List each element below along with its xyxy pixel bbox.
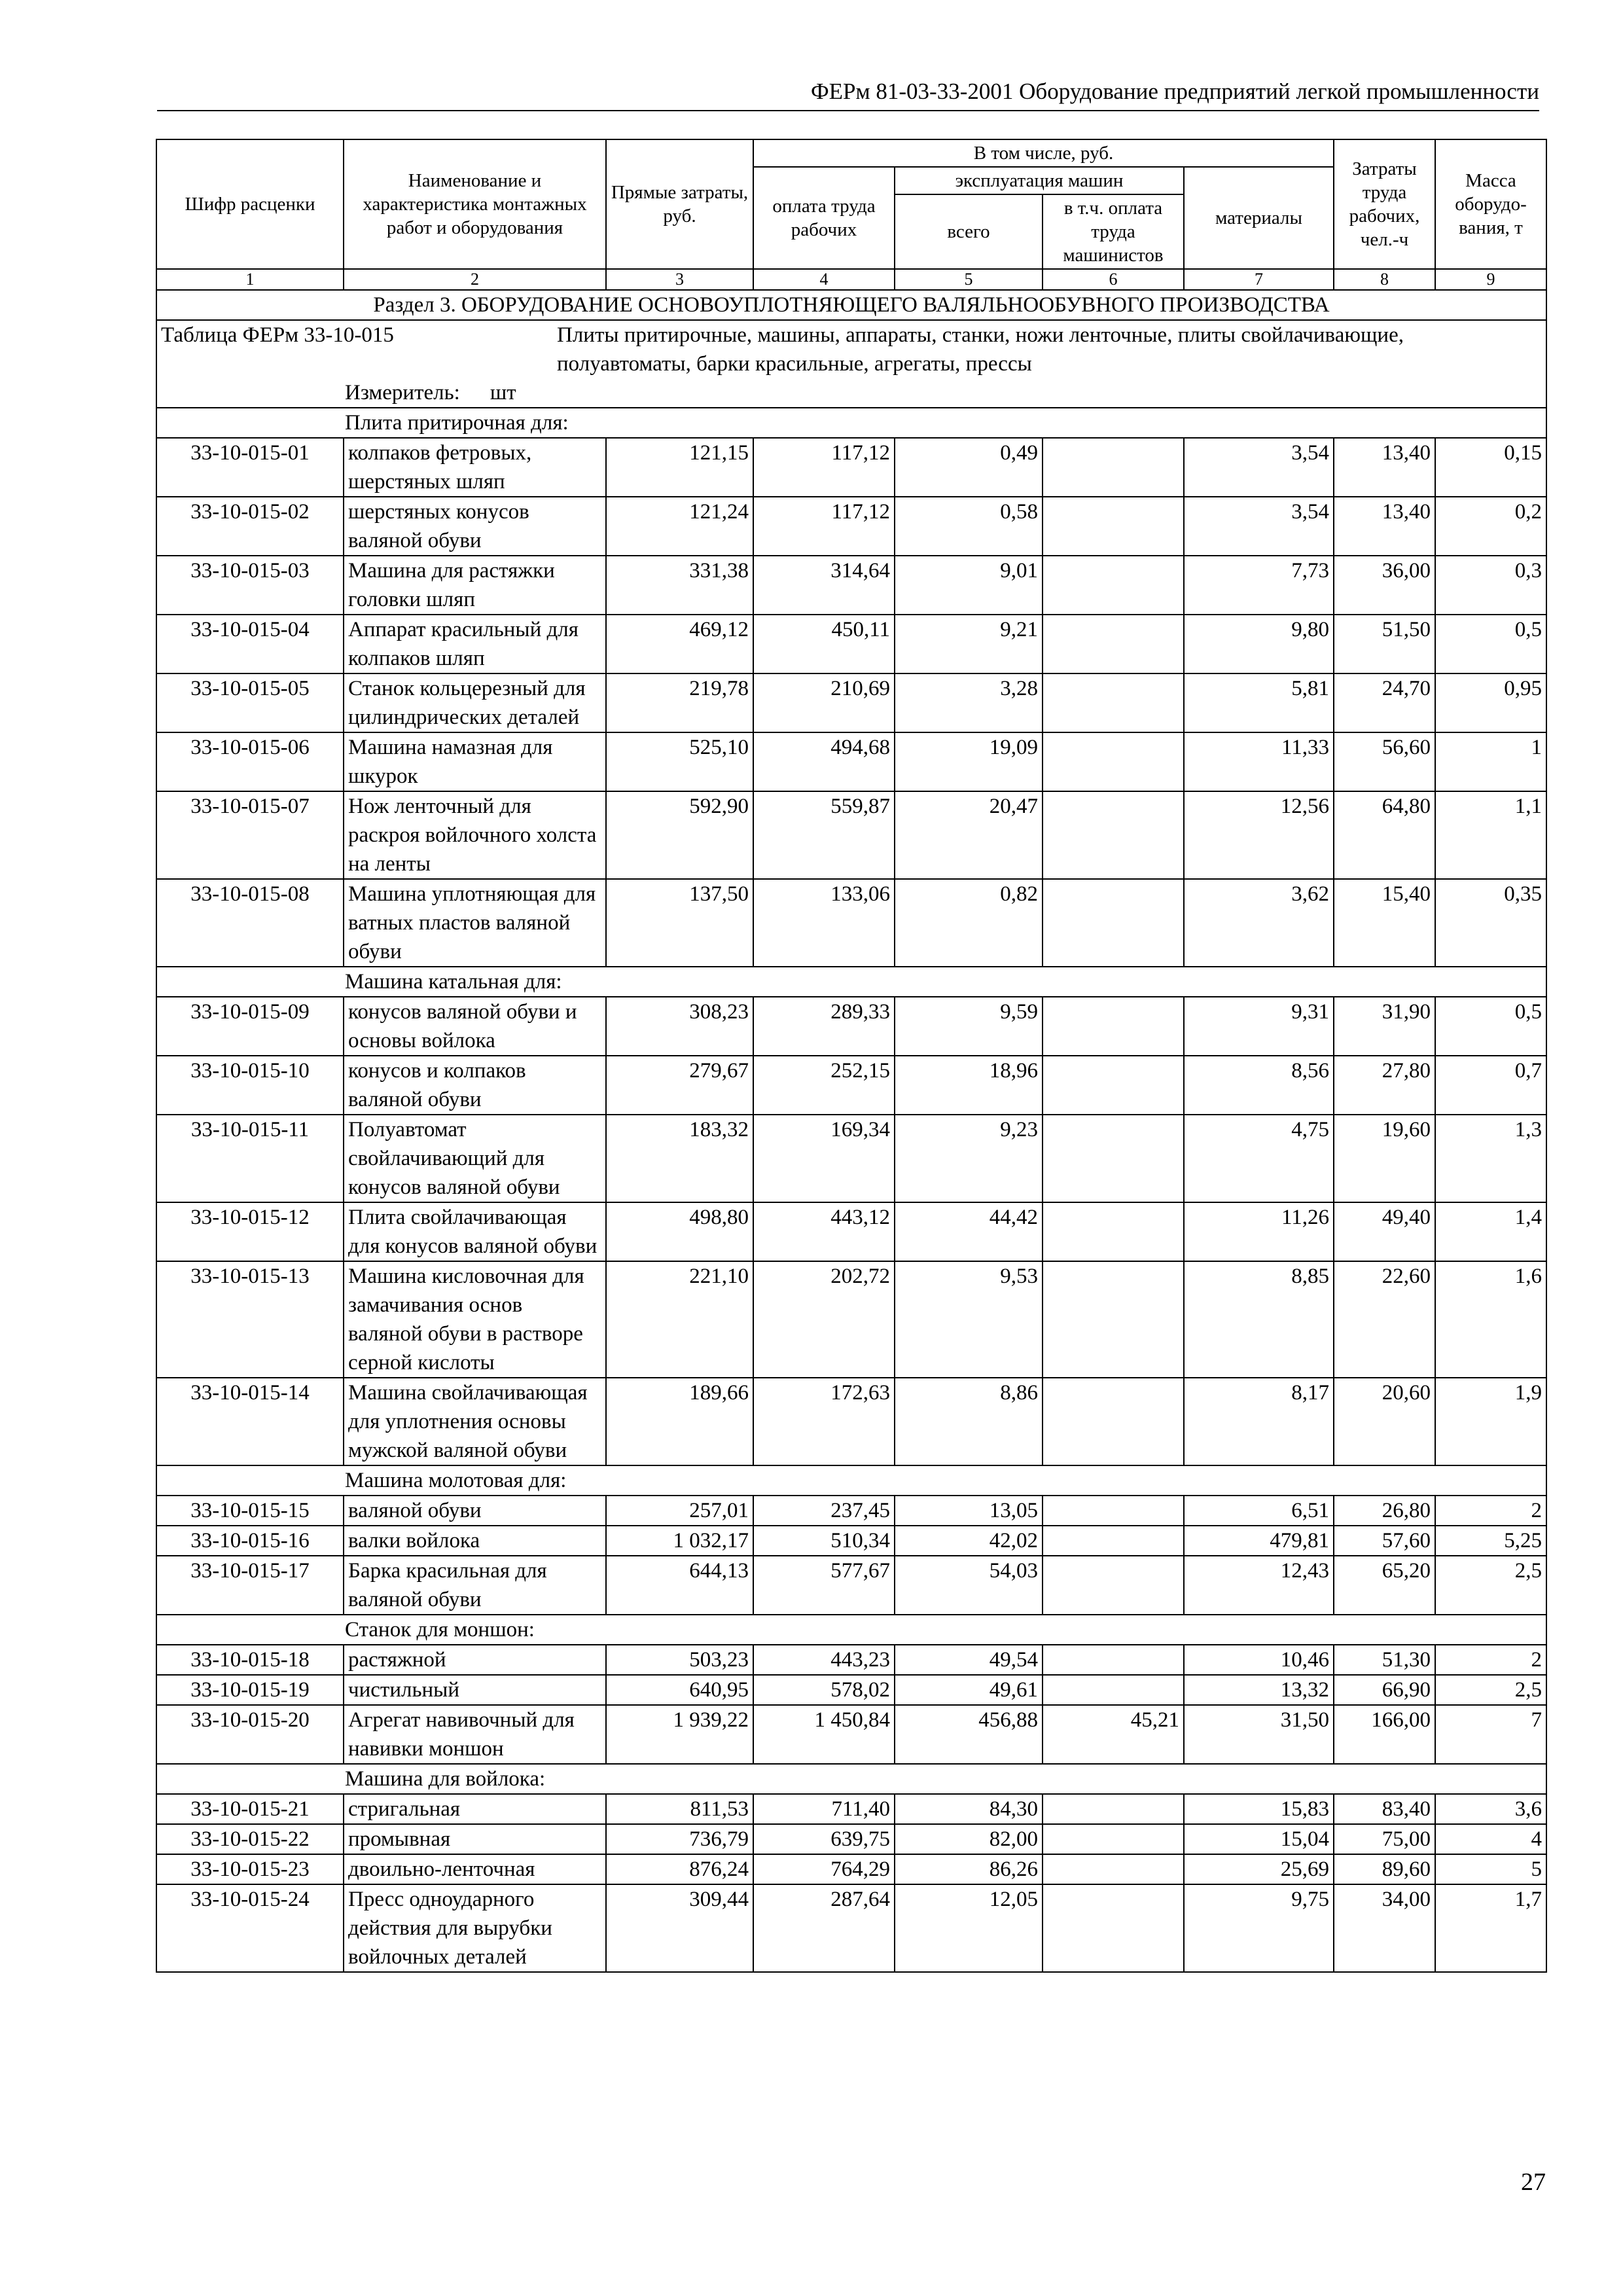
cell-direct: 592,90 — [606, 791, 753, 879]
cell-mass: 1 — [1435, 732, 1546, 791]
cell-hours: 49,40 — [1334, 1202, 1435, 1261]
cell-machinists — [1043, 438, 1184, 497]
rate-code: 33-10-015-12 — [156, 1202, 344, 1261]
work-name: двоильно-ленточная — [344, 1854, 606, 1884]
cell-machines: 54,03 — [895, 1556, 1043, 1615]
cell-machinists — [1043, 1884, 1184, 1972]
cell-machinists — [1043, 997, 1184, 1056]
cell-direct: 137,50 — [606, 879, 753, 967]
work-name: Полуавтомат свойлачивающий для конусов валяной обуви — [344, 1115, 606, 1202]
cell-labor: 289,33 — [753, 997, 895, 1056]
cell-direct: 331,38 — [606, 556, 753, 615]
cell-hours: 36,00 — [1334, 556, 1435, 615]
work-name: конусов валяной обуви и основы войлока — [344, 997, 606, 1056]
table-row — [156, 1202, 1546, 1261]
cell-direct: 876,24 — [606, 1854, 753, 1884]
cell-direct: 640,95 — [606, 1675, 753, 1705]
cell-machinists — [1043, 1202, 1184, 1261]
table-row — [156, 1261, 1546, 1378]
cell-materials: 12,56 — [1184, 791, 1334, 879]
col-header-mass: Масса оборудо-вания, т — [1435, 139, 1546, 269]
cell-machinists — [1043, 732, 1184, 791]
rate-code: 33-10-015-06 — [156, 732, 344, 791]
work-name: чистильный — [344, 1675, 606, 1705]
cell-mass: 1,4 — [1435, 1202, 1546, 1261]
cell-hours: 166,00 — [1334, 1705, 1435, 1764]
cell-hours: 51,50 — [1334, 615, 1435, 673]
cell-direct: 309,44 — [606, 1884, 753, 1972]
table-row — [156, 497, 1546, 556]
cell-machines: 9,59 — [895, 997, 1043, 1056]
col-header-materials: материалы — [1184, 167, 1334, 269]
cell-mass: 0,95 — [1435, 673, 1546, 732]
cell-materials: 7,73 — [1184, 556, 1334, 615]
cell-mass: 1,7 — [1435, 1884, 1546, 1972]
section-row — [156, 290, 1546, 320]
cell-mass: 0,15 — [1435, 438, 1546, 497]
table-row — [156, 556, 1546, 615]
cell-materials: 11,33 — [1184, 732, 1334, 791]
table-row — [156, 997, 1546, 1056]
cell-materials: 31,50 — [1184, 1705, 1334, 1764]
col-number: 1 — [156, 269, 344, 290]
cell-mass: 0,7 — [1435, 1056, 1546, 1115]
group-row — [156, 1465, 1546, 1496]
table-row — [156, 1378, 1546, 1465]
col-number: 5 — [895, 269, 1043, 290]
cell-hours: 26,80 — [1334, 1496, 1435, 1526]
rate-code: 33-10-015-15 — [156, 1496, 344, 1526]
cell-materials: 11,26 — [1184, 1202, 1334, 1261]
table-row — [156, 1526, 1546, 1556]
cell-machines: 3,28 — [895, 673, 1043, 732]
table-id: Таблица ФЕРм 33-10-015 — [161, 323, 394, 347]
table-title — [156, 320, 1546, 378]
rate-code: 33-10-015-03 — [156, 556, 344, 615]
group-cell — [156, 408, 1546, 438]
work-name: растяжной — [344, 1645, 606, 1675]
rate-code: 33-10-015-09 — [156, 997, 344, 1056]
cell-direct: 736,79 — [606, 1824, 753, 1854]
cell-machines: 82,00 — [895, 1824, 1043, 1854]
measure-cell — [156, 378, 1546, 408]
table-row — [156, 1854, 1546, 1884]
cell-mass: 0,35 — [1435, 879, 1546, 967]
cell-direct: 498,80 — [606, 1202, 753, 1261]
cell-labor: 577,67 — [753, 1556, 895, 1615]
col-header-incl: В том числе, руб. — [753, 139, 1334, 167]
cell-machinists — [1043, 791, 1184, 879]
cell-materials: 9,75 — [1184, 1884, 1334, 1972]
section-title: Раздел 3. ОБОРУДОВАНИЕ ОСНОВОУПЛОТНЯЮЩЕГО ВАЛЯЛЬНООБУВНОГО ПРОИЗВОДСТВА — [156, 290, 1546, 320]
cell-machinists: 45,21 — [1043, 1705, 1184, 1764]
cell-labor: 764,29 — [753, 1854, 895, 1884]
col-number: 9 — [1435, 269, 1546, 290]
table-row — [156, 791, 1546, 879]
table-row — [156, 732, 1546, 791]
col-header-machines: эксплуатация машин — [895, 167, 1184, 194]
table-row — [156, 673, 1546, 732]
col-header-direct: Прямые затраты, руб. — [606, 139, 753, 269]
table-row — [156, 1705, 1546, 1764]
rates-table — [156, 139, 1547, 1973]
cell-direct: 1 939,22 — [606, 1705, 753, 1764]
cell-machines: 49,61 — [895, 1675, 1043, 1705]
rate-code: 33-10-015-08 — [156, 879, 344, 967]
cell-mass: 2 — [1435, 1496, 1546, 1526]
page-number: 27 — [1521, 2168, 1546, 2196]
cell-labor: 133,06 — [753, 879, 895, 967]
rate-code: 33-10-015-19 — [156, 1675, 344, 1705]
cell-mass: 7 — [1435, 1705, 1546, 1764]
cell-mass: 2,5 — [1435, 1675, 1546, 1705]
group-row — [156, 1615, 1546, 1645]
cell-materials: 15,04 — [1184, 1824, 1334, 1854]
cell-hours: 24,70 — [1334, 673, 1435, 732]
table-row — [156, 1056, 1546, 1115]
group-cell — [156, 1615, 1546, 1645]
cell-mass: 0,5 — [1435, 615, 1546, 673]
cell-mass: 2 — [1435, 1645, 1546, 1675]
table-row — [156, 615, 1546, 673]
work-name: Пресс одноударного действия для вырубки войлочных деталей — [344, 1884, 606, 1972]
cell-mass: 5 — [1435, 1854, 1546, 1884]
cell-machinists — [1043, 615, 1184, 673]
col-number: 4 — [753, 269, 895, 290]
cell-machinists — [1043, 1115, 1184, 1202]
cell-direct: 644,13 — [606, 1556, 753, 1615]
group-cell — [156, 1764, 1546, 1794]
cell-machinists — [1043, 1645, 1184, 1675]
cell-machinists — [1043, 1854, 1184, 1884]
cell-machinists — [1043, 1824, 1184, 1854]
table-row — [156, 1115, 1546, 1202]
rate-code: 33-10-015-21 — [156, 1794, 344, 1824]
cell-hours: 75,00 — [1334, 1824, 1435, 1854]
cell-materials: 3,54 — [1184, 438, 1334, 497]
cell-materials: 10,46 — [1184, 1645, 1334, 1675]
table-row — [156, 1645, 1546, 1675]
cell-direct: 308,23 — [606, 997, 753, 1056]
group-cell — [156, 1465, 1546, 1496]
cell-mass: 1,6 — [1435, 1261, 1546, 1378]
cell-labor: 510,34 — [753, 1526, 895, 1556]
work-name: Машина для растяжки головки шляп — [344, 556, 606, 615]
cell-mass: 0,2 — [1435, 497, 1546, 556]
group-title: Плита притирочная для: — [345, 411, 569, 435]
work-name: Машина намазная для шкурок — [344, 732, 606, 791]
cell-hours: 31,90 — [1334, 997, 1435, 1056]
col-number: 7 — [1184, 269, 1334, 290]
cell-labor: 202,72 — [753, 1261, 895, 1378]
cell-hours: 65,20 — [1334, 1556, 1435, 1615]
work-name: конусов и колпаков валяной обуви — [344, 1056, 606, 1115]
cell-mass: 1,9 — [1435, 1378, 1546, 1465]
cell-direct: 1 032,17 — [606, 1526, 753, 1556]
cell-labor: 169,34 — [753, 1115, 895, 1202]
cell-hours: 20,60 — [1334, 1378, 1435, 1465]
work-name: Нож ленточный для раскроя войлочного холста на ленты — [344, 791, 606, 879]
cell-machines: 20,47 — [895, 791, 1043, 879]
cell-machinists — [1043, 1496, 1184, 1526]
col-header-code: Шифр расценки — [156, 139, 344, 269]
measure-row — [156, 378, 1546, 408]
work-name: Агрегат навивочный для навивки моншон — [344, 1705, 606, 1764]
cell-labor: 450,11 — [753, 615, 895, 673]
cell-labor: 578,02 — [753, 1675, 895, 1705]
cell-materials: 9,80 — [1184, 615, 1334, 673]
rate-code: 33-10-015-22 — [156, 1824, 344, 1854]
cell-machines: 8,86 — [895, 1378, 1043, 1465]
cell-materials: 3,54 — [1184, 497, 1334, 556]
col-header-machines-total: всего — [895, 194, 1043, 269]
cell-machines: 19,09 — [895, 732, 1043, 791]
col-number: 2 — [344, 269, 606, 290]
cell-hours: 22,60 — [1334, 1261, 1435, 1378]
rate-code: 33-10-015-10 — [156, 1056, 344, 1115]
cell-machines: 9,01 — [895, 556, 1043, 615]
work-name: валки войлока — [344, 1526, 606, 1556]
cell-machines: 13,05 — [895, 1496, 1043, 1526]
cell-direct: 121,24 — [606, 497, 753, 556]
cell-labor: 711,40 — [753, 1794, 895, 1824]
cell-hours: 66,90 — [1334, 1675, 1435, 1705]
cell-labor: 210,69 — [753, 673, 895, 732]
cell-materials: 4,75 — [1184, 1115, 1334, 1202]
work-name: промывная — [344, 1824, 606, 1854]
cell-machinists — [1043, 1556, 1184, 1615]
cell-hours: 13,40 — [1334, 438, 1435, 497]
group-cell — [156, 967, 1546, 997]
cell-materials: 15,83 — [1184, 1794, 1334, 1824]
cell-materials: 12,43 — [1184, 1556, 1334, 1615]
cell-hours: 83,40 — [1334, 1794, 1435, 1824]
cell-machinists — [1043, 497, 1184, 556]
group-title: Машина катальная для: — [345, 970, 562, 994]
table-row — [156, 1496, 1546, 1526]
cell-mass: 0,3 — [1435, 556, 1546, 615]
col-header-labor: оплата труда рабочих — [753, 167, 895, 269]
cell-machines: 0,58 — [895, 497, 1043, 556]
cell-machinists — [1043, 1261, 1184, 1378]
cell-materials: 9,31 — [1184, 997, 1334, 1056]
cell-hours: 13,40 — [1334, 497, 1435, 556]
cell-direct: 183,32 — [606, 1115, 753, 1202]
cell-machines: 0,49 — [895, 438, 1043, 497]
rate-code: 33-10-015-05 — [156, 673, 344, 732]
cell-mass: 0,5 — [1435, 997, 1546, 1056]
cell-machines: 44,42 — [895, 1202, 1043, 1261]
cell-machines: 42,02 — [895, 1526, 1043, 1556]
table-row — [156, 438, 1546, 497]
col-number: 3 — [606, 269, 753, 290]
cell-hours: 34,00 — [1334, 1884, 1435, 1972]
col-header-machinists: в т.ч. оплата труда машинистов — [1043, 194, 1184, 269]
cell-machinists — [1043, 1056, 1184, 1115]
rate-code: 33-10-015-17 — [156, 1556, 344, 1615]
cell-hours: 51,30 — [1334, 1645, 1435, 1675]
cell-machines: 12,05 — [895, 1884, 1043, 1972]
cell-mass: 1,1 — [1435, 791, 1546, 879]
cell-machinists — [1043, 1378, 1184, 1465]
group-row — [156, 408, 1546, 438]
cell-materials: 6,51 — [1184, 1496, 1334, 1526]
cell-labor: 443,23 — [753, 1645, 895, 1675]
rate-code: 33-10-015-13 — [156, 1261, 344, 1378]
cell-labor: 494,68 — [753, 732, 895, 791]
cell-labor: 172,63 — [753, 1378, 895, 1465]
group-row — [156, 967, 1546, 997]
cell-machines: 86,26 — [895, 1854, 1043, 1884]
cell-hours: 57,60 — [1334, 1526, 1435, 1556]
work-name: колпаков фетровых, шерстяных шляп — [344, 438, 606, 497]
work-name: Машина свойлачивающая для уплотнения основы мужской валяной обуви — [344, 1378, 606, 1465]
table-title-row — [156, 320, 1546, 378]
group-row — [156, 1764, 1546, 1794]
col-number: 8 — [1334, 269, 1435, 290]
measure-unit: шт — [490, 381, 516, 404]
rate-code: 33-10-015-07 — [156, 791, 344, 879]
cell-direct: 811,53 — [606, 1794, 753, 1824]
cell-direct: 503,23 — [606, 1645, 753, 1675]
cell-mass: 5,25 — [1435, 1526, 1546, 1556]
cell-machines: 0,82 — [895, 879, 1043, 967]
cell-hours: 19,60 — [1334, 1115, 1435, 1202]
cell-direct: 279,67 — [606, 1056, 753, 1115]
cell-machines: 18,96 — [895, 1056, 1043, 1115]
rate-code: 33-10-015-20 — [156, 1705, 344, 1764]
table-row — [156, 879, 1546, 967]
cell-direct: 189,66 — [606, 1378, 753, 1465]
cell-machines: 456,88 — [895, 1705, 1043, 1764]
work-name: валяной обуви — [344, 1496, 606, 1526]
cell-materials: 8,56 — [1184, 1056, 1334, 1115]
cell-hours: 27,80 — [1334, 1056, 1435, 1115]
cell-labor: 639,75 — [753, 1824, 895, 1854]
group-title: Машина молотовая для: — [345, 1469, 567, 1492]
col-header-name: Наименование и характеристика монтажных работ и оборудования — [344, 139, 606, 269]
rate-code: 33-10-015-16 — [156, 1526, 344, 1556]
cell-materials: 8,17 — [1184, 1378, 1334, 1465]
cell-labor: 559,87 — [753, 791, 895, 879]
group-title: Станок для моншон: — [345, 1618, 535, 1641]
work-name: Машина уплотняющая для ватных пластов валяной обуви — [344, 879, 606, 967]
cell-machinists — [1043, 879, 1184, 967]
cell-machines: 84,30 — [895, 1794, 1043, 1824]
cell-labor: 1 450,84 — [753, 1705, 895, 1764]
cell-labor: 117,12 — [753, 438, 895, 497]
rate-code: 33-10-015-11 — [156, 1115, 344, 1202]
rate-code: 33-10-015-02 — [156, 497, 344, 556]
cell-labor: 252,15 — [753, 1056, 895, 1115]
cell-machinists — [1043, 1675, 1184, 1705]
group-title: Машина для войлока: — [345, 1767, 546, 1791]
cell-hours: 15,40 — [1334, 879, 1435, 967]
work-name: Машина кисловочная для замачивания основ валяной обуви в растворе серной кислоты — [344, 1261, 606, 1378]
cell-mass: 2,5 — [1435, 1556, 1546, 1615]
cell-labor: 287,64 — [753, 1884, 895, 1972]
cell-hours: 89,60 — [1334, 1854, 1435, 1884]
work-name: стригальная — [344, 1794, 606, 1824]
cell-machines: 49,54 — [895, 1645, 1043, 1675]
rate-code: 33-10-015-24 — [156, 1884, 344, 1972]
cell-hours: 56,60 — [1334, 732, 1435, 791]
cell-labor: 117,12 — [753, 497, 895, 556]
cell-direct: 219,78 — [606, 673, 753, 732]
work-name: Барка красильная для валяной обуви — [344, 1556, 606, 1615]
cell-materials: 25,69 — [1184, 1854, 1334, 1884]
work-name: Станок кольцерезный для цилиндрических деталей — [344, 673, 606, 732]
cell-mass: 4 — [1435, 1824, 1546, 1854]
cell-machines: 9,53 — [895, 1261, 1043, 1378]
cell-direct: 257,01 — [606, 1496, 753, 1526]
cell-machines: 9,23 — [895, 1115, 1043, 1202]
cell-machinists — [1043, 1794, 1184, 1824]
cell-labor: 443,12 — [753, 1202, 895, 1261]
rate-code: 33-10-015-04 — [156, 615, 344, 673]
cell-mass: 3,6 — [1435, 1794, 1546, 1824]
cell-materials: 479,81 — [1184, 1526, 1334, 1556]
col-header-labor-hours: Затраты труда рабочих, чел.-ч — [1334, 139, 1435, 269]
cell-machinists — [1043, 673, 1184, 732]
column-numbers-row — [156, 269, 1546, 290]
rate-code: 33-10-015-18 — [156, 1645, 344, 1675]
cell-machinists — [1043, 1526, 1184, 1556]
cell-materials: 5,81 — [1184, 673, 1334, 732]
table-row — [156, 1884, 1546, 1972]
cell-machines: 9,21 — [895, 615, 1043, 673]
work-name: Плита свойлачивающая для конусов валяной обуви — [344, 1202, 606, 1261]
cell-direct: 525,10 — [606, 732, 753, 791]
cell-mass: 1,3 — [1435, 1115, 1546, 1202]
table-row — [156, 1824, 1546, 1854]
table-row — [156, 1675, 1546, 1705]
work-name: Аппарат красильный для колпаков шляп — [344, 615, 606, 673]
measure-label: Измеритель: — [345, 381, 460, 404]
table-row — [156, 1794, 1546, 1824]
cell-materials: 3,62 — [1184, 879, 1334, 967]
cell-labor: 237,45 — [753, 1496, 895, 1526]
work-name: шерстяных конусов валяной обуви — [344, 497, 606, 556]
col-number: 6 — [1043, 269, 1184, 290]
document-header: ФЕРм 81-03-33-2001 Оборудование предприятий легкой промышленности — [157, 73, 1539, 111]
cell-hours: 64,80 — [1334, 791, 1435, 879]
table-row — [156, 1556, 1546, 1615]
cell-direct: 121,15 — [606, 438, 753, 497]
cell-materials: 13,32 — [1184, 1675, 1334, 1705]
cell-materials: 8,85 — [1184, 1261, 1334, 1378]
cell-direct: 469,12 — [606, 615, 753, 673]
cell-machinists — [1043, 556, 1184, 615]
rate-code: 33-10-015-14 — [156, 1378, 344, 1465]
table-description: Плиты притирочные, машины, аппараты, станки, ножи ленточные, плиты свойлачивающие, полуавтоматы, барки красильные, агрегаты, прессы — [557, 323, 1404, 376]
rate-code: 33-10-015-01 — [156, 438, 344, 497]
cell-labor: 314,64 — [753, 556, 895, 615]
rate-code: 33-10-015-23 — [156, 1854, 344, 1884]
cell-direct: 221,10 — [606, 1261, 753, 1378]
